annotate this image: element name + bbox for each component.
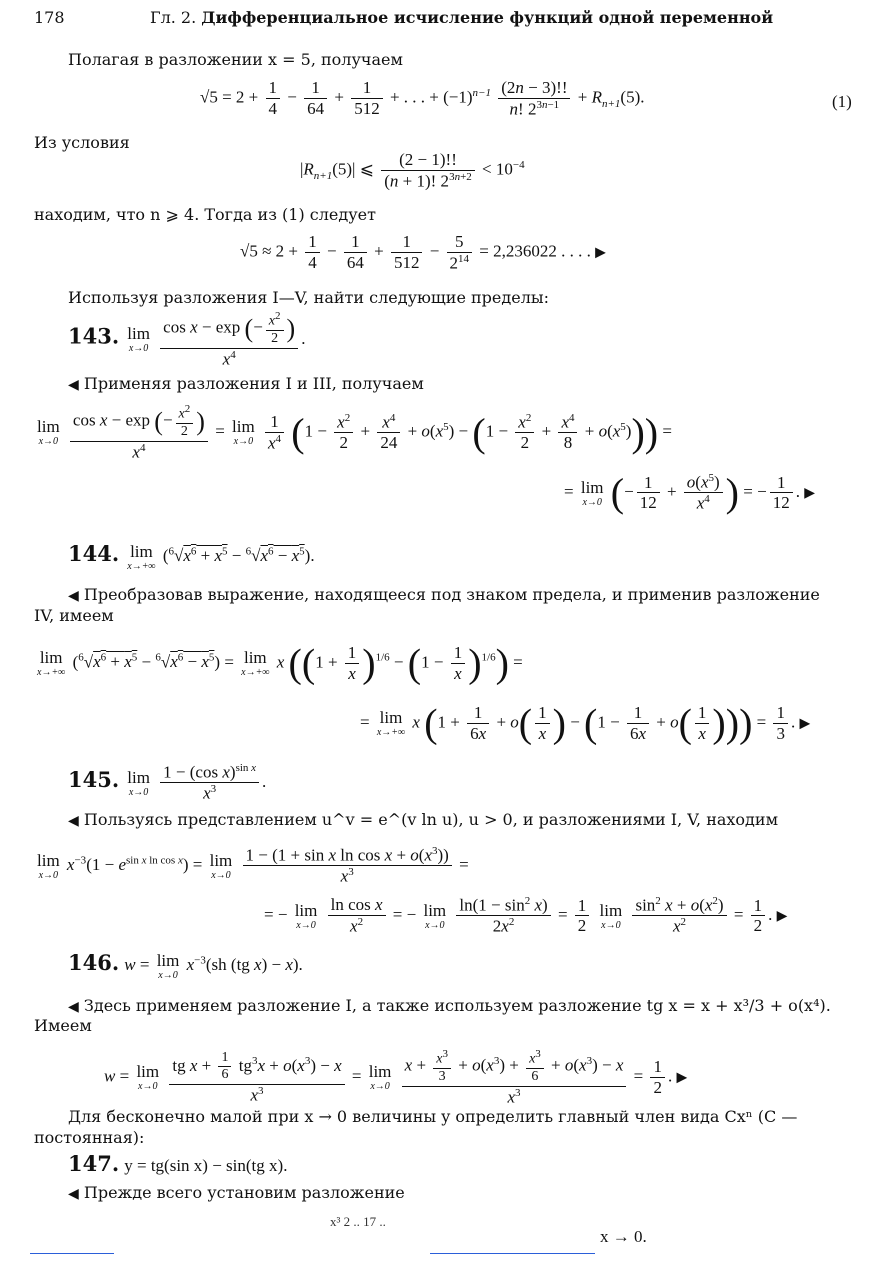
chapter-header	[150, 8, 773, 27]
cutoff-fragment-right: x → 0.	[600, 1227, 647, 1246]
solution-143-line1: lim x→0 cos x − exp (− $\frac{x^2}{2}$ ) $x^4$ = lim x→0 $\frac{1}{x^4}$ (1 − $\frac{x^2}{2}$ + $\frac{x^4}{24}$ + $o(x^5) - (1$ − $\frac{x^2}{2}$ + $\frac{x^4}{8}$ + $o(x^5)$)) =	[37, 403, 672, 462]
problem-144: 144. lim x→+∞ $(^6√x^6 + x^5 - ^6√x^6 - x^5)$.	[68, 541, 315, 572]
solution-144-line1: lim x→+∞ $(^6√x^6 + x^5 - ^6√x^6 - x^5) = \lim$ x→+∞ x ((1 + $\frac{1}{x}$ )$^{1/6}$ − (1 − $\frac{1}{x}$ )$^{1/6}$) =	[37, 640, 523, 686]
problem-147-statement: y = tg(sin x) − sin(tg x).	[124, 1156, 288, 1175]
problem-147	[68, 1151, 287, 1176]
problem-number: 146.	[68, 950, 120, 975]
solution-143-intro: ◀ Применяя разложения I и III, получаем	[68, 374, 424, 393]
task-text: Используя разложения I—V, найти следующие пределы:	[68, 288, 549, 307]
approx-value: = 2,236022 . . . .	[479, 241, 591, 261]
chapter-title: Дифференциальное исчисление функций одной переменной	[201, 8, 774, 27]
link-underline-right[interactable]	[430, 1253, 595, 1254]
chapter-prefix: Гл. 2.	[150, 8, 197, 27]
link-underline-left[interactable]	[30, 1253, 114, 1254]
solution-144-line2: = lim x→+∞ x (1 + $\frac{1}{6x}$ + o( $\frac{1}{x}$ ) − (1 − $\frac{1}{6x}$ + o( $\frac{1}{x}$ ))) = $\frac{1}{3}$ . ▶	[360, 700, 811, 746]
section-text-line2: постоянная):	[34, 1128, 145, 1147]
problem-146: 146. w = lim x→0 $x^{-3}(sh$ (tg x) − x).	[68, 950, 303, 981]
solution-147-intro: ◀ Прежде всего установим разложение	[68, 1183, 405, 1202]
intro-line1: Полагая в разложении x = 5, получаем	[68, 50, 403, 69]
solution-145-intro: ◀ Пользуясь представлением u^v = e^(v ln u), u > 0, и разложениями I, V, находим	[68, 810, 779, 829]
equation-sqrt5-approx: √5 ≈ 2 + $\frac{1}{4}$ − $\frac{1}{64}$ + $\frac{1}{512}$ − $\frac{5}{2^{14}}$ = 2,236022 . . . . ▶	[240, 232, 606, 273]
equation-remainder-bound: $|R_{n+1}(5)|$ ⩽ $\frac{(2 - 1)!!}{(n + 1)! 2^{3n+2}}$ < $10^{-4}$	[300, 150, 525, 191]
n-condition-line: находим, что n ⩾ 4. Тогда из (1) следует	[34, 205, 376, 224]
problem-143: 143. lim x→0 cos x − exp (− $\frac{x^2}{2}$ ) $x^4$ .	[68, 310, 306, 369]
solution-146-intro2: Имеем	[34, 1016, 92, 1035]
solution-144-intro2: IV, имеем	[34, 606, 114, 625]
equation-sqrt5-series: √5 = 2 + $\frac{1}{4}$ − $\frac{1}{64}$ + $\frac{1}{512}$ + . . . + $(-1)^{n-1}$ $\frac{(2n - 3)!!}{n! 2^{3n-1}}$ + $R_{n+1}(5)$.	[200, 78, 645, 119]
solution-146-intro: ◀ Здесь применяем разложение I, а также используем разложение tg x = x + x³/3 + o(x⁴).	[68, 996, 831, 1015]
condition-text: Из условия	[34, 133, 130, 152]
cutoff-fragment-left: x³ 2 .. 17 ..	[330, 1214, 386, 1229]
solution-144-intro: ◀ Преобразовав выражение, находящееся под знаком предела, и применив разложение	[68, 585, 820, 604]
problem-145: 145. lim x→0 $\frac{1 - (\cos x)^{sin x}}{x^3}$ .	[68, 762, 267, 803]
section-text-line1: Для бесконечно малой при x → 0 величины y определить главный член вида Cxⁿ (C —	[68, 1107, 798, 1126]
problem-number: 144.	[68, 541, 120, 566]
problem-number: 143.	[68, 323, 120, 349]
equation-label: (1)	[832, 92, 852, 111]
page-number: 178	[34, 8, 65, 27]
problem-number: 145.	[68, 767, 120, 793]
problem-number: 147.	[68, 1151, 120, 1176]
solution-145-line1: lim x→0 $x^{-3}(1 - e^{sin x ln cos x}) = \lim$ x→0 $\frac{1 - (1 + \sin x \ln \cos x + o(x^3))}{x^3}$ =	[37, 845, 469, 886]
solution-143-line2: = lim x→0 (− $\frac{1}{12}$ + $\frac{o(x^5)}{x^4}$ ) = − $\frac{1}{12}$ . ▶	[564, 470, 815, 516]
solution-146-line1: w = lim x→0 tg x + $\frac{1}{6}$ $tg^3x + o(x^3) - x$ $x^3$ = lim x→0 x + $\frac{x^3}{3}$ + $o(x^3)$ + $\frac{x^3}{6}$ + $o(x^3) - x$ $x^3$ = $\frac{1}{2}$ . ▶	[104, 1048, 688, 1107]
solution-145-line2: = − lim x→0 $\frac{\text{ln cos x}}{x^2}$ = − lim x→0 $\frac{\ln(1 - \sin^2 x)}{2x^2}$ = $\frac{1}{2}$ lim x→0 $\frac{\sin^2 x + o(x^2)}{x^2}$ = $\frac{1}{2}$ . ▶	[264, 895, 788, 936]
